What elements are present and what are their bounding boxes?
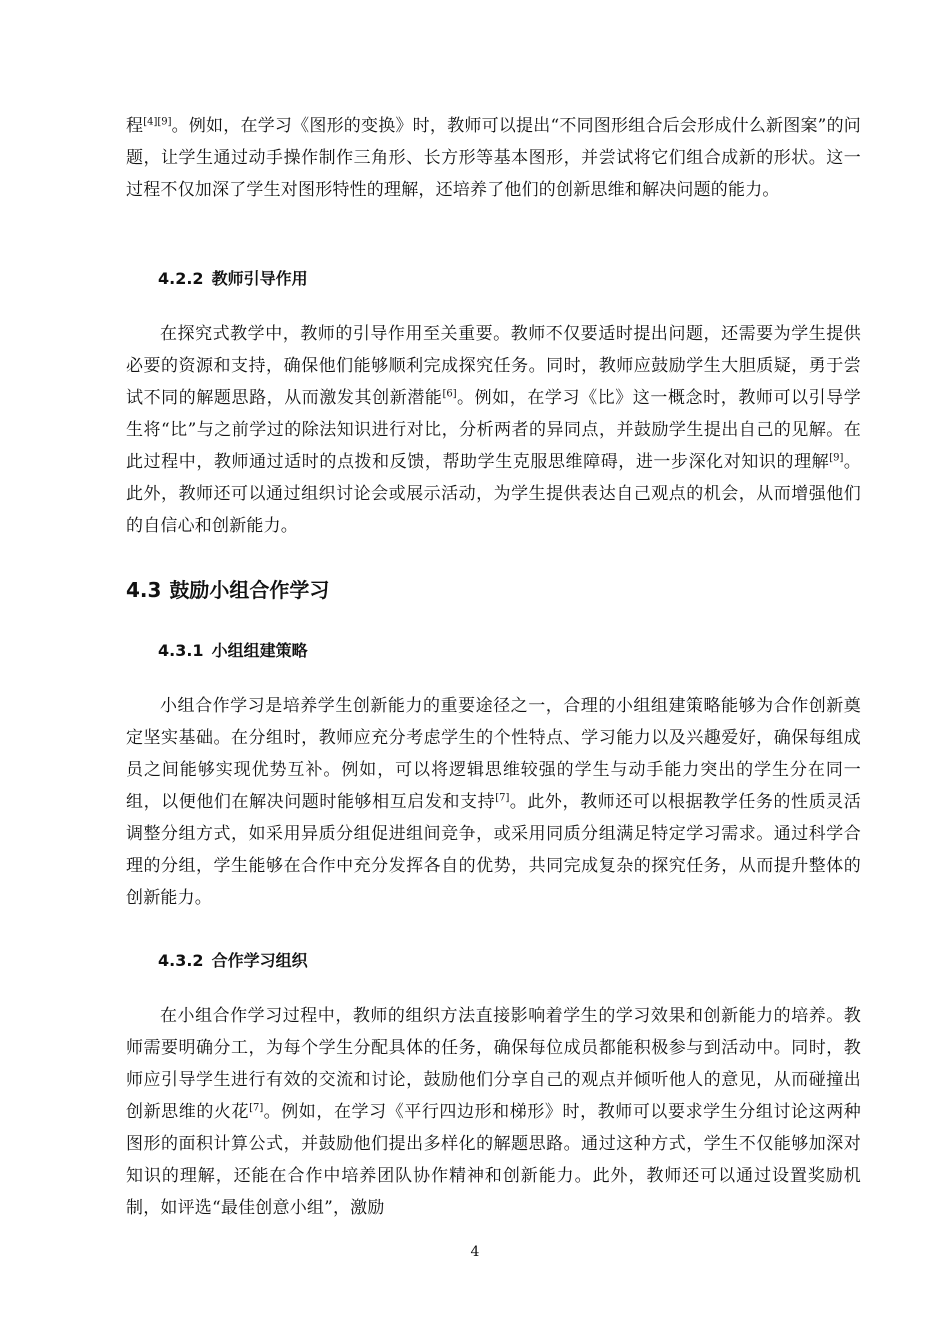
paragraph-text: 。例如，在学习《比》这一概念时，教师可以引导学生将“比”与之前学过的除法知识进行对比，分析两者的异同点，并鼓励学生提出自己的见解。在此过程中，教师通过适时的点拨和反馈，帮助学生克服思维障碍，进一步深化对知识的理解 (126, 388, 861, 472)
heading-number: 4.2.2 (158, 269, 204, 288)
heading-number: 4.3.2 (158, 951, 204, 970)
heading-title: 合作学习组织 (211, 951, 308, 970)
heading-title: 鼓励小组合作学习 (169, 578, 330, 602)
citation-ref: [9] (829, 452, 844, 464)
citation-ref: [4][9] (143, 116, 172, 128)
citation-ref: [7] (249, 1102, 264, 1114)
citation-ref: [6] (442, 388, 457, 400)
section-heading-4-3-2 (158, 950, 308, 972)
paragraph-2 (126, 318, 861, 542)
heading-title: 教师引导作用 (211, 269, 308, 288)
section-heading-4-2-2 (158, 268, 308, 290)
heading-number: 4.3 (126, 578, 162, 602)
paragraph-text: 。例如，在学习《图形的变换》时，教师可以提出“不同图形组合后会形成什么新图案”的问题，让学生通过动手操作制作三角形、长方形等基本图形，并尝试将它们组合成新的形状。这一过程不仅加深了学生对图形特性的理解，还培养了他们的创新思维和解决问题的能力。 (126, 116, 861, 200)
citation-ref: [7] (495, 792, 510, 804)
heading-number: 4.3.1 (158, 641, 204, 660)
paragraph-1 (126, 110, 861, 206)
paragraph-3 (126, 690, 861, 914)
paragraph-text: 。例如，在学习《平行四边形和梯形》时，教师可以要求学生分组讨论这两种图形的面积计算公式，并鼓励他们提出多样化的解题思路。通过这种方式，学生不仅能够加深对知识的理解，还能在合作中培养团队协作精神和创新能力。此外，教师还可以通过设置奖励机制，如评选“最佳创意小组”，激励 (126, 1102, 861, 1218)
section-heading-4-3-1 (158, 640, 308, 662)
page-number: 4 (470, 1244, 480, 1260)
paragraph-text: 小组合作学习是培养学生创新能力的重要途径之一，合理的小组组建策略能够为合作创新奠定坚实基础。在分组时，教师应充分考虑学生的个性特点、学习能力以及兴趣爱好，确保每组成员之间能够实现优势互补。例如，可以将逻辑思维较强的学生与动手能力突出的学生分在同一组，以便他们在解决问题时能够相互启发和支持 (126, 696, 861, 812)
heading-title: 小组组建策略 (211, 641, 308, 660)
paragraph-4 (126, 1000, 861, 1224)
paragraph-text: 在探究式教学中，教师的引导作用至关重要。教师不仅要适时提出问题，还需要为学生提供必要的资源和支持，确保他们能够顺利完成探究任务。同时，教师应鼓励学生大胆质疑，勇于尝试不同的解题思路，从而激发其创新潜能 (126, 324, 861, 408)
section-heading-4-3 (126, 577, 329, 603)
paragraph-text: 程 (126, 116, 144, 136)
paragraph-text: 。此外，教师还可以根据教学任务的性质灵活调整分组方式，如采用异质分组促进组间竞争，或采用同质分组满足特定学习需求。通过科学合理的分组，学生能够在合作中充分发挥各自的优势，共同完成复杂的探究任务，从而提升整体的创新能力。 (126, 792, 861, 908)
paragraph-text: 在小组合作学习过程中，教师的组织方法直接影响着学生的学习效果和创新能力的培养。教师需要明确分工，为每个学生分配具体的任务，确保每位成员都能积极参与到活动中。同时，教师应引导学生进行有效的交流和讨论，鼓励他们分享自己的观点并倾听他人的意见，从而碰撞出创新思维的火花 (126, 1006, 861, 1122)
paragraph-text: 。此外，教师还可以通过组织讨论会或展示活动，为学生提供表达自己观点的机会，从而增强他们的自信心和创新能力。 (126, 452, 862, 536)
